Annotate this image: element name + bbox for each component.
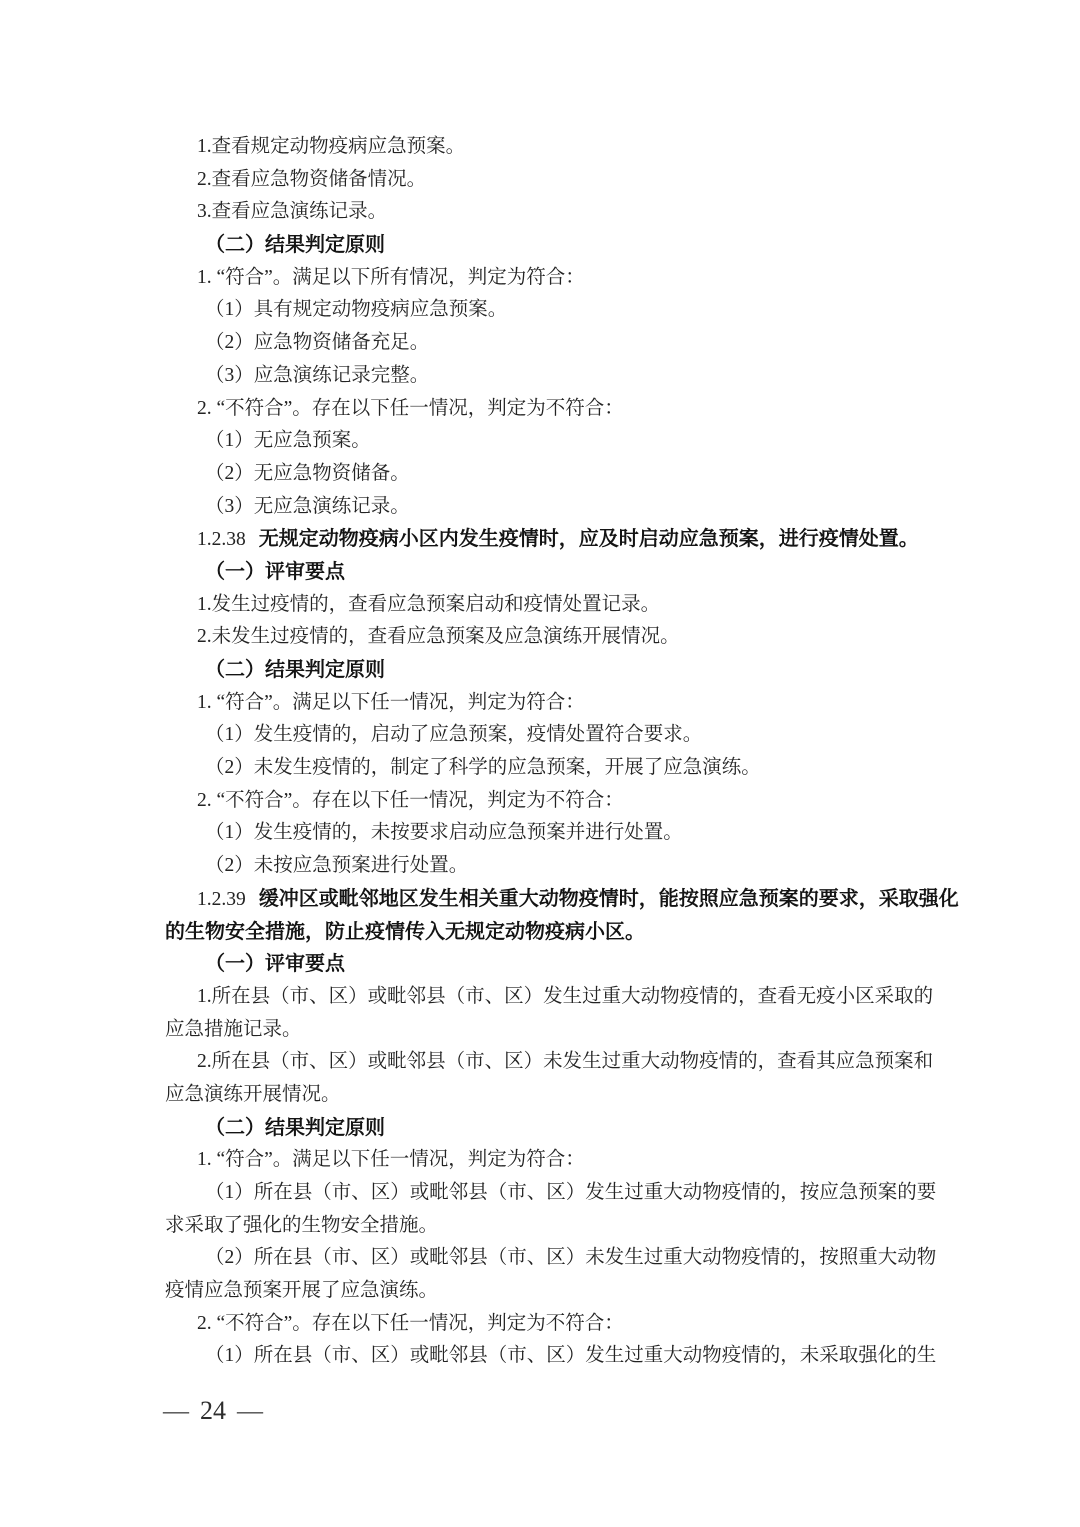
document-line: （3）应急演练记录完整。 (205, 364, 430, 386)
document-line: （1）具有规定动物疫病应急预案。 (205, 299, 508, 321)
document-line: 1. “符合”。满足以下任一情况，判定为符合： (197, 1149, 585, 1171)
document-line: 应急措施记录。 (165, 1018, 302, 1040)
document-line: 2.所在县（市、区）或毗邻县（市、区）未发生过重大动物疫情的，查看其应急预案和 (197, 1051, 934, 1073)
document-line: 3.查看应急演练记录。 (197, 201, 388, 223)
document-line: 1.发生过疫情的，查看应急预案启动和疫情处置记录。 (197, 593, 661, 615)
document-line: 2. “不符合”。存在以下任一情况，判定为不符合： (197, 397, 624, 419)
document-line: （1）无应急预案。 (205, 430, 371, 452)
document-line (165, 523, 933, 556)
section-number: 1.2.38 (197, 529, 246, 551)
document-line: （一）评审要点 (205, 560, 345, 583)
footer-left-dash: — (163, 1396, 189, 1425)
document-line: （一）评审要点 (205, 953, 345, 976)
document-line: 2.未发生过疫情的，查看应急预案及应急演练开展情况。 (197, 626, 680, 648)
document-line: （二）结果判定原则 (205, 1116, 385, 1139)
section-number: 1.2.39 (197, 888, 246, 910)
document-line: （2）所在县（市、区）或毗邻县（市、区）未发生过重大动物疫情的，按照重大动物 (205, 1247, 937, 1269)
document-line: （1）所在县（市、区）或毗邻县（市、区）发生过重大动物疫情的，按应急预案的要 (205, 1182, 937, 1203)
document-line: （二）结果判定原则 (205, 234, 385, 257)
document-line: 2. “不符合”。存在以下任一情况，判定为不符合： (197, 1312, 624, 1334)
document-line: （2）应急物资储备充足。 (205, 332, 430, 354)
document-line: （二）结果判定原则 (205, 659, 385, 681)
document-line: 求采取了强化的生物安全措施。 (165, 1214, 439, 1236)
document-line: 1. “符合”。满足以下所有情况，判定为符合： (197, 266, 585, 288)
document-line: （1）所在县（市、区）或毗邻县（市、区）发生过重大动物疫情的，未采取强化的生 (205, 1345, 937, 1367)
document-line: （1）发生疫情的，未按要求启动应急预案并进行处置。 (205, 822, 683, 844)
page-footer (163, 1396, 263, 1426)
document-line (165, 883, 959, 916)
document-line: （2）无应急物资储备。 (205, 462, 410, 484)
document-line: 1.所在县（市、区）或毗邻县（市、区）发生过重大动物疫情的，查看无疫小区采取的 (197, 985, 934, 1007)
document-line: （1）发生疫情的，启动了应急预案，疫情处置符合要求。 (205, 724, 703, 746)
document-line: （2）未发生疫情的，制定了科学的应急预案，开展了应急演练。 (205, 757, 761, 779)
document-line: 疫情应急预案开展了应急演练。 (165, 1280, 439, 1302)
section-title: 无规定动物疫病小区内发生疫情时，应及时启动应急预案，进行疫情处置。 (258, 528, 919, 551)
document-line: 1. “符合”。满足以下任一情况，判定为符合： (197, 691, 585, 713)
document-line: 的生物安全措施，防止疫情传入无规定动物疫病小区。 (165, 920, 645, 943)
document-line: （2）未按应急预案进行处置。 (205, 855, 469, 877)
document-line: 2. “不符合”。存在以下任一情况，判定为不符合： (197, 789, 624, 811)
footer-right-dash: — (237, 1396, 263, 1425)
document-line: （3）无应急演练记录。 (205, 495, 410, 517)
section-title: 缓冲区或毗邻地区发生相关重大动物疫情时，能按照应急预案的要求，采取强化 (258, 887, 959, 910)
document-line: 1.查看规定动物疫病应急预案。 (197, 136, 466, 157)
page-number: 24 (200, 1396, 226, 1425)
document-line: 应急演练开展情况。 (165, 1083, 341, 1105)
document-content (165, 131, 959, 1373)
document-line: 2.查看应急物资储备情况。 (197, 168, 427, 190)
